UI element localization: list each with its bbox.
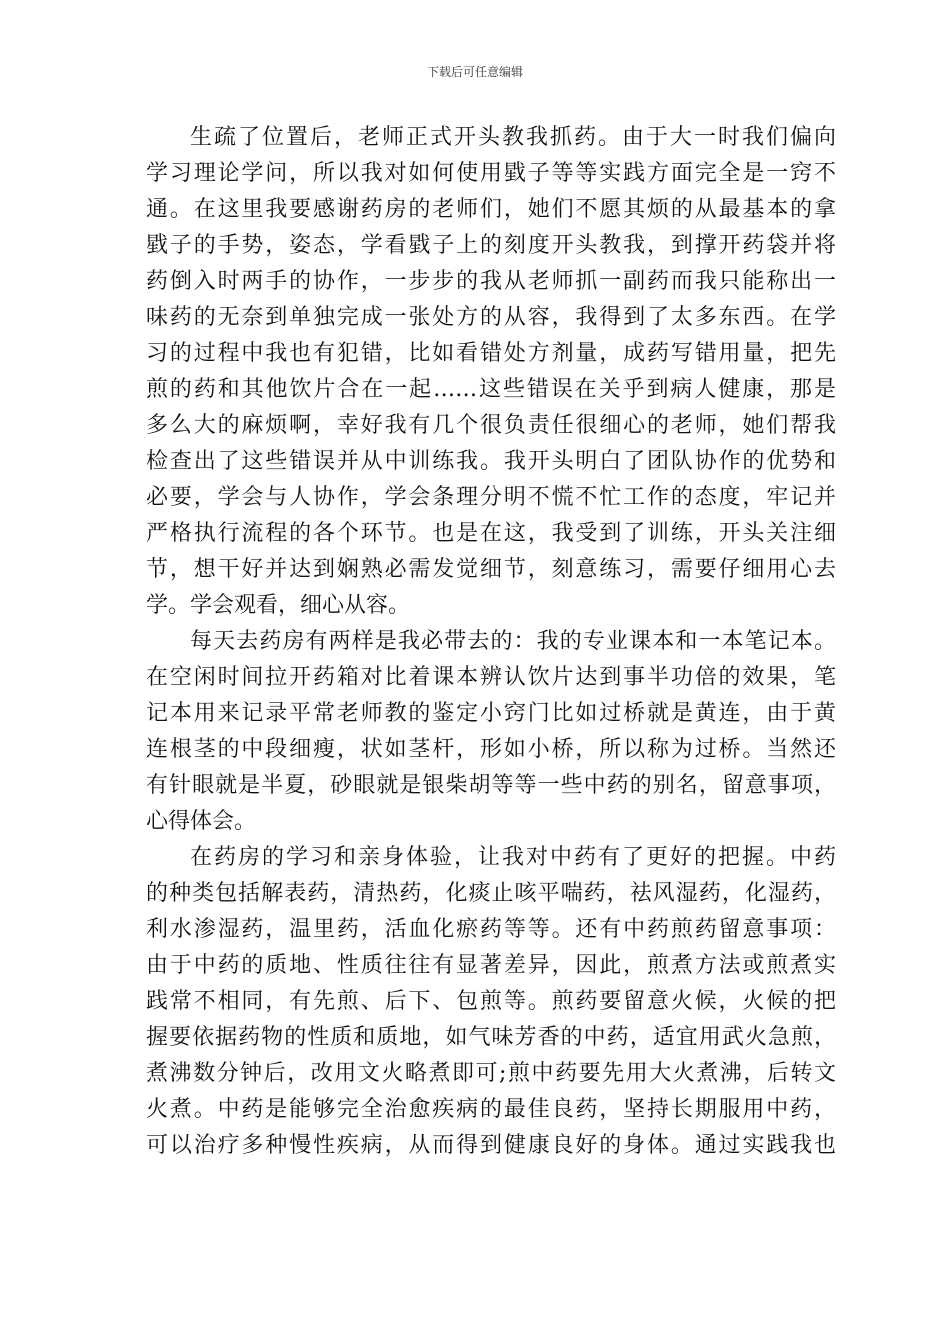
text-line: 火煮。中药是能够完全治愈疾病的最佳良药，坚持长期服用中药， (146, 1097, 836, 1122)
document-body (146, 120, 836, 1164)
text-line: 记本用来记录平常老师教的鉴定小窍门比如过桥就是黄连，由于黄 (146, 701, 836, 726)
text-line: 检查出了这些错误并从中训练我。我开头明白了团队协作的优势和 (146, 449, 836, 474)
text-line: 通。在这里我要感谢药房的老师们，她们不愿其烦的从最基本的拿 (146, 197, 836, 222)
paragraph-2 (146, 624, 836, 840)
text-line: 在药房的学习和亲身体验，让我对中药有了更好的把握。中药 (190, 845, 836, 870)
paragraph-1 (146, 120, 836, 624)
text-line: 习的过程中我也有犯错，比如看错处方剂量，成药写错用量，把先 (146, 341, 836, 366)
text-line: 心得体会。 (146, 809, 257, 834)
text-line: 戥子的手势，姿态，学看戥子上的刻度开头教我，到撑开药袋并将 (146, 233, 836, 258)
text-line: 严格执行流程的各个环节。也是在这，我受到了训练，开头关注细 (146, 521, 836, 546)
text-line: 可以治疗多种慢性疾病，从而得到健康良好的身体。通过实践我也 (146, 1133, 836, 1158)
paragraph-3 (146, 840, 836, 1164)
text-line: 节，想干好并达到娴熟必需发觉细节，刻意练习，需要仔细用心去 (146, 557, 836, 582)
text-line: 握要依据药物的性质和质地，如气味芳香的中药，适宜用武火急煎， (146, 1025, 836, 1050)
text-line: 煎的药和其他饮片合在一起……这些错误在关乎到病人健康，那是 (146, 377, 836, 402)
text-line: 有针眼就是半夏，砂眼就是银柴胡等等一些中药的别名，留意事项， (146, 773, 836, 798)
text-line: 多么大的麻烦啊，幸好我有几个很负责任很细心的老师，她们帮我 (146, 413, 836, 438)
text-line: 由于中药的质地、性质往往有显著差异，因此，煎煮方法或煎煮实 (146, 953, 836, 978)
text-line: 的种类包括解表药，清热药，化痰止咳平喘药，祛风湿药，化湿药， (146, 881, 836, 906)
text-line: 药倒入时两手的协作，一步步的我从老师抓一副药而我只能称出一 (146, 269, 836, 294)
text-line: 味药的无奈到单独完成一张处方的从容，我得到了太多东西。在学 (146, 305, 836, 330)
text-line: 每天去药房有两样是我必带去的：我的专业课本和一本笔记本。 (190, 629, 836, 654)
text-line: 必要，学会与人协作，学会条理分明不慌不忙工作的态度，牢记并 (146, 485, 836, 510)
text-line: 生疏了位置后，老师正式开头教我抓药。由于大一时我们偏向 (190, 125, 836, 150)
text-line: 践常不相同，有先煎、后下、包煎等。煎药要留意火候，火候的把 (146, 989, 836, 1014)
text-line: 煮沸数分钟后，改用文火略煮即可;煎中药要先用大火煮沸，后转文 (146, 1061, 836, 1086)
text-line: 连根茎的中段细瘦，状如茎杆，形如小桥，所以称为过桥。当然还 (146, 737, 836, 762)
text-line: 学。学会观看，细心从容。 (146, 593, 411, 618)
page-header: 下载后可任意编辑 (426, 65, 523, 79)
text-line: 学习理论学问，所以我对如何使用戥子等等实践方面完全是一窍不 (146, 161, 836, 186)
text-line: 在空闲时间拉开药箱对比着课本辨认饮片达到事半功倍的效果，笔 (146, 665, 836, 690)
text-line: 利水渗湿药，温里药，活血化瘀药等等。还有中药煎药留意事项： (146, 917, 836, 942)
